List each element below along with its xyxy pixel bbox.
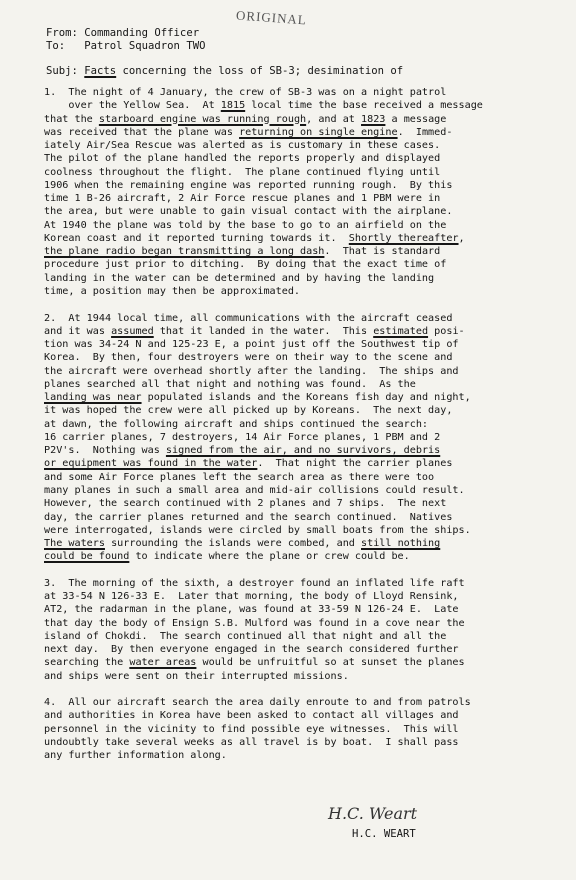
line-text: 3. The morning of the sixth, a destroyer found an inflated life raft (44, 577, 465, 589)
line-text: at dawn, the following aircraft and ships continued the search: (44, 418, 429, 430)
underlined-text: or equipment was found in the water (44, 458, 258, 470)
body-line (44, 590, 544, 603)
line-text: and ships were sent on their interrupted missions. (44, 670, 349, 682)
line-text: time, a position may then be approximated. (44, 285, 301, 297)
underlined-text: starboard engine was running rough (98, 113, 307, 125)
body-line (44, 723, 544, 736)
line-text: it was hoped the crew were all picked up by Koreans. The next day, (44, 405, 453, 417)
body-line (44, 258, 544, 271)
line-text: . That night the carrier planes (257, 458, 453, 470)
line-text: that it landed in the water. This (153, 325, 374, 337)
body-line (44, 245, 544, 258)
underlined-text: 1823 (361, 113, 386, 125)
paragraph-gap (44, 564, 544, 577)
body-line (44, 709, 544, 722)
body-line (44, 444, 544, 457)
body-line (44, 524, 544, 537)
line-text: planes searched all that night and nothing was found. As the (44, 378, 416, 390)
line-text: . That is standard (324, 246, 441, 258)
body-line (44, 511, 544, 524)
underlined-text: signed from the air, and no survivors, debris (165, 445, 441, 457)
paragraph-gap (44, 298, 544, 311)
line-text: was received that the plane was (44, 126, 240, 138)
body-line (44, 325, 544, 338)
body-line (44, 126, 544, 139)
body-line (44, 338, 544, 351)
body-line (44, 166, 544, 179)
line-text: posi- (428, 325, 465, 337)
body-line (44, 471, 544, 484)
subject-rest: concerning the loss of SB-3; desimination of (116, 65, 404, 77)
underlined-text: The waters (44, 538, 105, 550)
body-line (44, 603, 544, 616)
body-line (44, 378, 544, 391)
underlined-text: landing was near (44, 392, 142, 404)
line-text: time 1 B-26 aircraft, 2 Air Force rescue planes and 1 PBM were in (44, 193, 441, 205)
body-line (44, 643, 544, 656)
from-line: From: Commanding Officer (46, 27, 200, 39)
line-text: At 1940 the plane was told by the base to go to an airfield on the (44, 219, 447, 231)
body-line (44, 232, 544, 245)
typed-signature-name: H.C. WEART (352, 828, 416, 840)
subject-line (46, 65, 403, 77)
body-line (44, 272, 544, 285)
line-text: that day the body of Ensign S.B. Mulford was found in a cove near the (44, 617, 465, 629)
line-text: populated islands and the Koreans fish day and night, (141, 392, 471, 404)
body-line (44, 219, 544, 232)
original-stamp: ORIGINAL (235, 7, 308, 28)
line-text: undoubtly take several weeks as all travel is by boat. I shall pass (44, 737, 459, 749)
underlined-text: Shortly thereafter (348, 232, 459, 244)
body-line (44, 179, 544, 192)
underlined-text: the plane radio began transmitting a long dash (44, 246, 325, 258)
underlined-text: could be found (44, 551, 130, 563)
underlined-text: assumed (111, 325, 154, 337)
underlined-text: water areas (129, 657, 197, 669)
underlined-text: 1815 (220, 100, 246, 112)
line-text: 2. At 1944 local time, all communications with the aircraft ceased (44, 312, 453, 324)
body-line (44, 670, 544, 683)
body-line (44, 656, 544, 669)
line-text: iately Air/Sea Rescue was alerted as is customary in these cases. (44, 140, 441, 152)
line-text: many planes in such a small area and mid-air collisions could result. (44, 484, 465, 496)
body-line (44, 431, 544, 444)
body-line (44, 577, 544, 590)
line-text: next day. By then everyone engaged in the search considered further (44, 644, 459, 656)
line-text: island of Chokdi. The search continued all that night and all the (44, 630, 447, 642)
line-text: and authorities in Korea have been asked to contact all villages and (44, 710, 459, 722)
body-line (44, 418, 544, 431)
handwritten-signature: H.C. Weart (328, 804, 418, 823)
line-text: . Immed- (397, 126, 453, 138)
line-text: P2V's. Nothing was (44, 445, 166, 457)
line-text: 16 carrier planes, 7 destroyers, 14 Air Force planes, 1 PBM and 2 (44, 431, 441, 443)
line-text: procedure just prior to ditching. By doing that the exact time of (44, 259, 447, 271)
body-line (44, 537, 544, 550)
line-text: However, the search continued with 2 planes and 7 ships. The next (44, 498, 447, 510)
paragraph-gap (44, 683, 544, 696)
body-line (44, 696, 544, 709)
underlined-text: still nothing (361, 538, 441, 550)
line-text: the area, but were unable to gain visual contact with the airplane. (44, 206, 453, 218)
body-line (44, 404, 544, 417)
underlined-text: returning on single engine (239, 126, 398, 138)
letter-body (44, 86, 544, 763)
body-line (44, 351, 544, 364)
body-line (44, 365, 544, 378)
body-line (44, 205, 544, 218)
body-line (44, 550, 544, 563)
line-text: were interrogated, islands were circled by small boats from the ships. (44, 524, 471, 536)
line-text: to indicate where the plane or crew could be. (129, 551, 410, 563)
body-line (44, 312, 544, 325)
line-text: local time the base received a message (245, 100, 483, 112)
body-line (44, 192, 544, 205)
body-line (44, 113, 544, 126)
body-line (44, 86, 544, 99)
line-text: 1906 when the remaining engine was reported running rough. By this (44, 179, 453, 191)
line-text: the aircraft were overhead shortly after the landing. The ships and (44, 365, 459, 377)
line-text: AT2, the radarman in the plane, was found at 33-59 N 126-24 E. Late (44, 604, 459, 616)
line-text: would be unfruitful so at sunset the planes (196, 657, 465, 669)
body-line (44, 99, 544, 112)
line-text: Korean coast and it reported turning towards it. (44, 232, 349, 244)
line-text: and it was (44, 325, 112, 337)
line-text: 4. All our aircraft search the area daily enroute to and from patrols (44, 697, 471, 709)
line-text: personnel in the vicinity to find possible eye witnesses. This will (44, 723, 459, 735)
line-text: The pilot of the plane handled the reports properly and displayed (44, 153, 441, 165)
line-text: , and at (306, 113, 362, 125)
subject-prefix: Subj: (46, 65, 85, 77)
line-text: landing in the water can be determined and by having the landing (44, 272, 435, 284)
to-line: To: Patrol Squadron TWO (46, 40, 206, 52)
body-line (44, 617, 544, 630)
body-line (44, 736, 544, 749)
underlined-text: estimated (373, 325, 429, 337)
line-text: any further information along. (44, 750, 227, 762)
line-text: day, the carrier planes returned and the search continued. Natives (44, 511, 453, 523)
line-text: , (458, 232, 465, 244)
line-text: coolness throughout the flight. The plane continued flying until (44, 166, 441, 178)
line-text: 1. The night of 4 January, the crew of SB-3 was on a night patrol (44, 87, 447, 98)
body-line (44, 630, 544, 643)
body-line (44, 497, 544, 510)
line-text: at 33-54 N 126-33 E. Later that morning, the body of Lloyd Rensink, (44, 591, 459, 603)
line-text: and some Air Force planes left the search area as there were too (44, 471, 435, 483)
body-line (44, 285, 544, 298)
body-line (44, 749, 544, 762)
line-text: surrounding the islands were combed, and (104, 538, 361, 550)
body-line (44, 391, 544, 404)
line-text: searching the (44, 657, 130, 669)
line-text: over the Yellow Sea. At (44, 100, 221, 112)
line-text: Korea. By then, four destroyers were on their way to the scene and (44, 352, 453, 364)
body-line (44, 484, 544, 497)
body-line (44, 152, 544, 165)
line-text: a message (385, 113, 447, 125)
body-line (44, 139, 544, 152)
line-text: that the (44, 113, 99, 125)
subject-facts: Facts (84, 65, 117, 77)
body-line (44, 457, 544, 470)
line-text: tion was 34-24 N and 125-23 E, a point just off the Southwest tip of (44, 339, 459, 351)
